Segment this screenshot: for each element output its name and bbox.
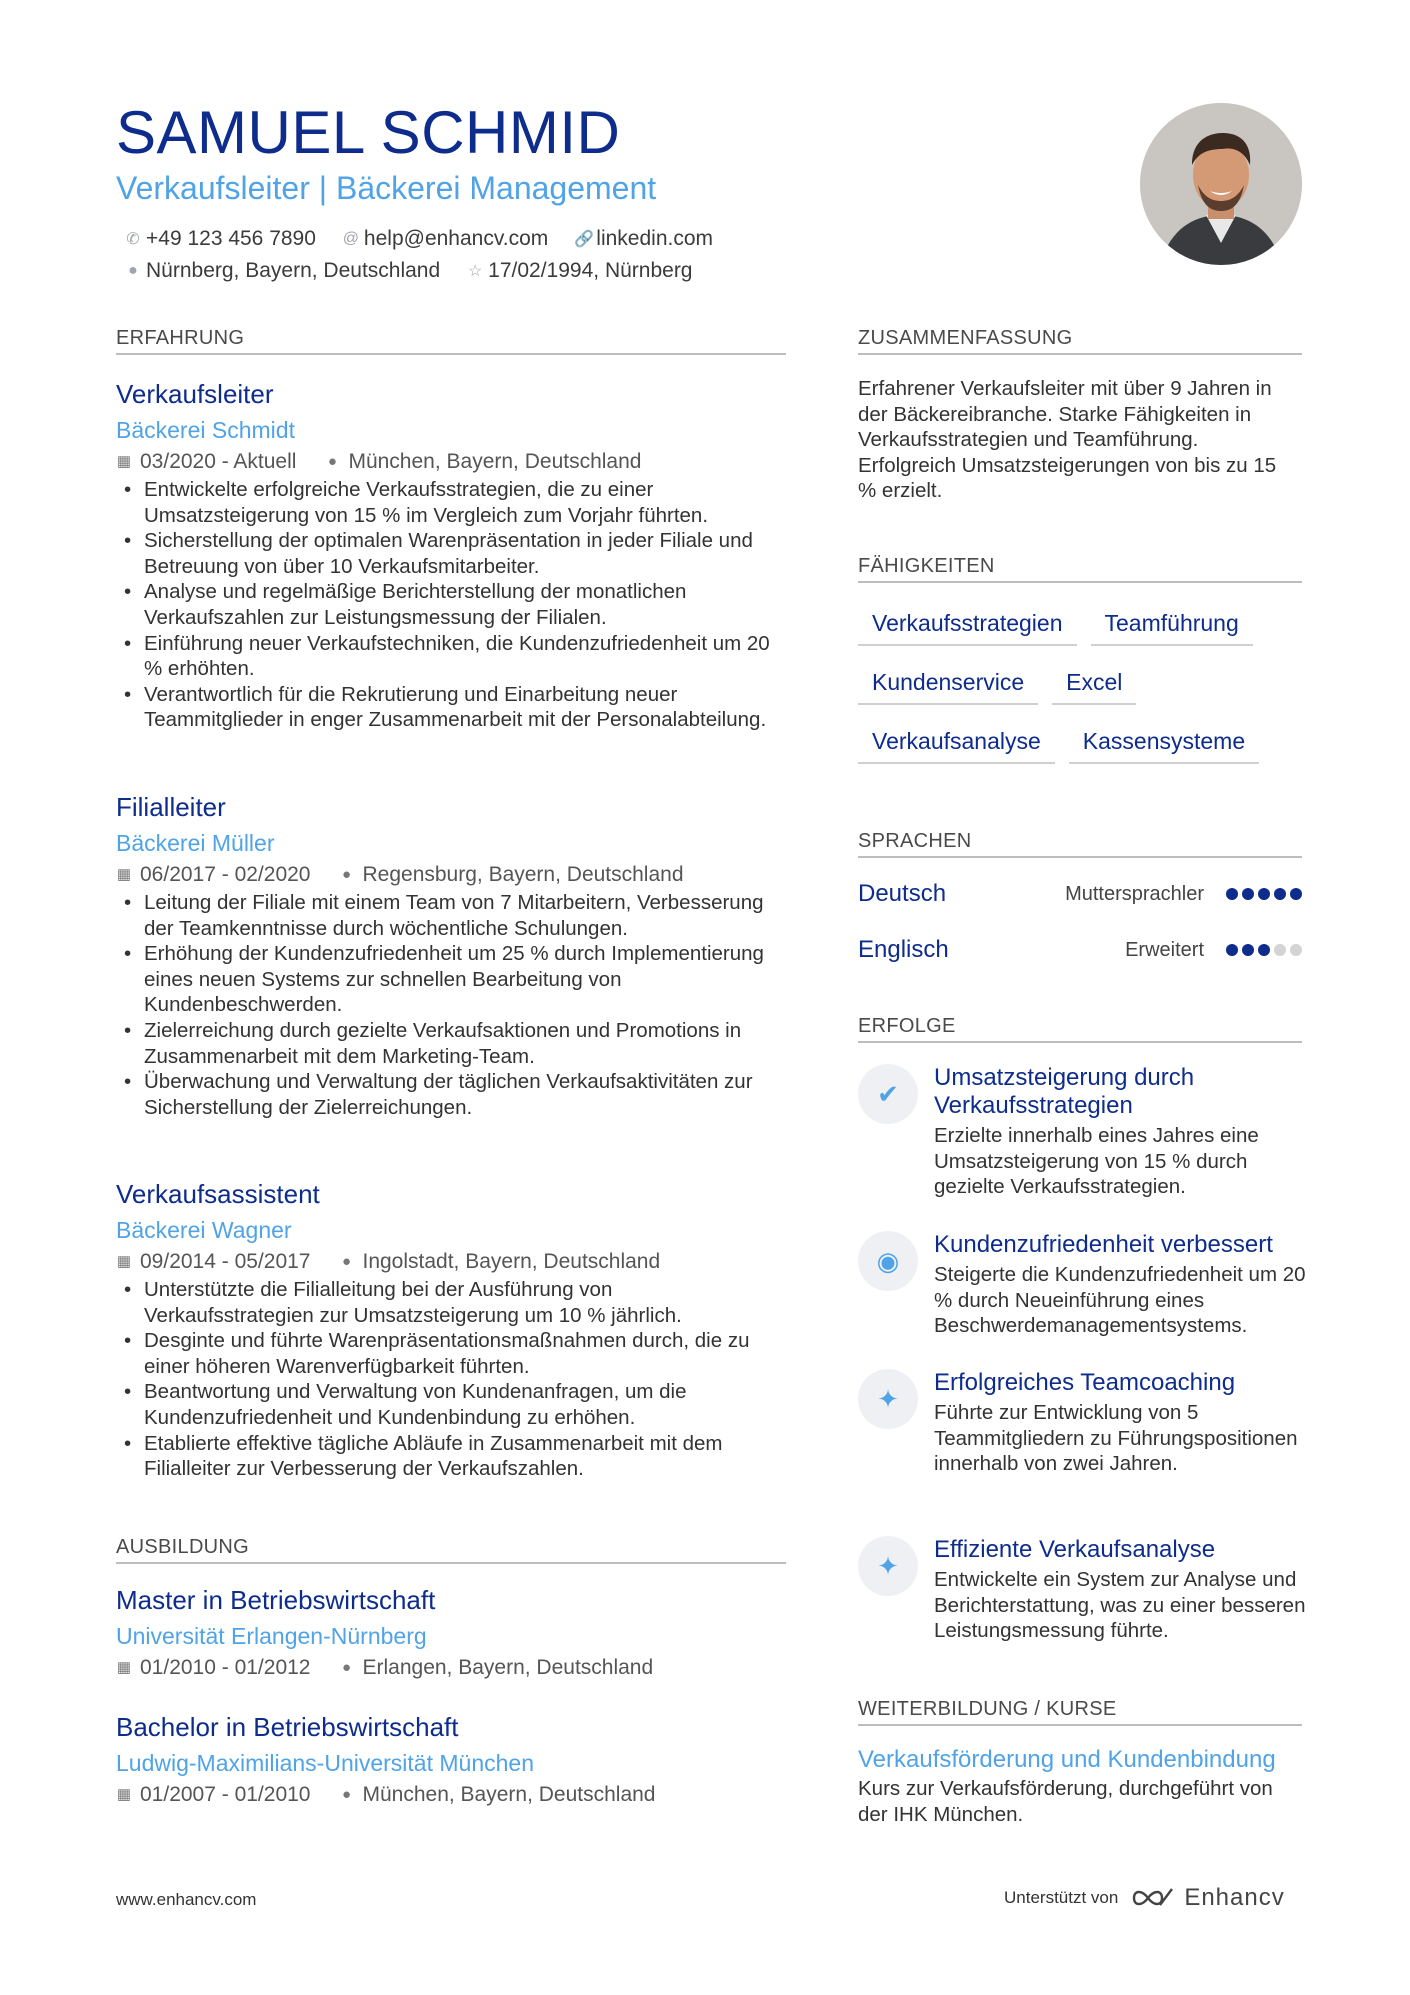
candidate-name: SAMUEL SCHMID bbox=[116, 99, 621, 166]
job-company: Bäckerei Müller bbox=[116, 830, 275, 856]
job-dates: 09/2014 - 05/2017 bbox=[140, 1250, 311, 1273]
degree-title: Master in Betriebswirtschaft bbox=[116, 1585, 436, 1615]
at-icon: @ bbox=[342, 230, 360, 247]
calendar-icon: ▦ bbox=[116, 866, 132, 883]
skill-tag: Excel bbox=[1052, 665, 1136, 705]
job-title: Verkaufsleiter bbox=[116, 379, 274, 409]
bullet-item: • Entwickelte erfolgreiche Verkaufsstrategien, die zu einer Umsatzsteigerung von 15 % im Vergleich zum Vorjahr führten. bbox=[116, 477, 786, 528]
achievement-item bbox=[858, 1536, 1308, 1646]
education-location: München, Bayern, Deutschland bbox=[362, 1783, 656, 1806]
bullet-item: • Überwachung und Verwaltung der täglichen Verkaufsaktivitäten zur Sicherstellung der Zielerreichungen. bbox=[116, 1069, 786, 1120]
degree-title: Bachelor in Betriebswirtschaft bbox=[116, 1712, 459, 1742]
link-icon: 🔗 bbox=[574, 231, 595, 248]
job-company: Bäckerei Schmidt bbox=[116, 417, 295, 443]
contact-info bbox=[124, 223, 824, 287]
job-bullets bbox=[116, 1277, 786, 1482]
linkedin-link[interactable]: linkedin.com bbox=[596, 227, 714, 250]
candidate-role: Verkaufsleiter | Bäckerei Management bbox=[116, 170, 657, 206]
achievement-title: Erfolgreiches Teamcoaching bbox=[934, 1369, 1236, 1396]
job-location: München, Bayern, Deutschland bbox=[348, 450, 642, 473]
rating-dot-empty bbox=[1290, 944, 1302, 956]
bullet-item: • Zielerreichung durch gezielte Verkaufsaktionen und Promotions in Zusammenarbeit mit dem Marketing-Team. bbox=[116, 1018, 786, 1069]
section-title-experience: ERFAHRUNG bbox=[116, 326, 786, 355]
bullet-item: • Leitung der Filiale mit einem Team von 7 Mitarbeitern, Verbesserung der Teamkenntnisse durch wöchentliche Schulungen. bbox=[116, 890, 786, 941]
powered-by-text: Unterstützt von bbox=[1004, 1888, 1119, 1907]
achievement-desc: Steigerte die Kundenzufriedenheit um 20 % durch Neueinführung eines Beschwerdemanagementsystems. bbox=[934, 1263, 1306, 1338]
rating-dot-filled bbox=[1274, 888, 1286, 900]
achievement-title: Kundenzufriedenheit verbessert bbox=[934, 1231, 1273, 1258]
achievement-desc: Entwickelte ein System zur Analyse und Berichterstattung, was zu einer besseren Leistungsmessung führte. bbox=[934, 1568, 1306, 1643]
footer-branding bbox=[1004, 1884, 1285, 1912]
lightbulb-icon: ◉ bbox=[858, 1231, 918, 1291]
language-level: Muttersprachler bbox=[1065, 882, 1204, 905]
job-entry bbox=[116, 789, 786, 1120]
achievement-desc: Führte zur Entwicklung von 5 Teammitgliedern zu Führungspositionen innerhalb von zwei Jahren. bbox=[934, 1401, 1298, 1476]
check-icon: ✔ bbox=[858, 1064, 918, 1124]
phone-text: +49 123 456 7890 bbox=[146, 227, 316, 250]
job-entry bbox=[116, 1176, 786, 1482]
bullet-item: • Erhöhung der Kundenzufriedenheit um 25 % durch Implementierung eines neuen Systems zur schnellen Bearbeitung von Kundenbeschwerden. bbox=[116, 941, 786, 1018]
rating-dot-filled bbox=[1242, 944, 1254, 956]
achievement-desc: Erzielte innerhalb eines Jahres eine Umsatzsteigerung von 15 % durch gezielte Verkaufsstrategien. bbox=[934, 1124, 1259, 1199]
rating-dot-filled bbox=[1226, 888, 1238, 900]
achievement-title: Umsatzsteigerung durch Verkaufsstrategien bbox=[934, 1064, 1195, 1119]
job-company: Bäckerei Wagner bbox=[116, 1217, 292, 1243]
bullet-item: • Sicherstellung der optimalen Warenpräsentation in jeder Filiale und Betreuung von über 10 Verkaufsmitarbeiter. bbox=[116, 528, 786, 579]
school-name: Ludwig-Maximilians-Universität München bbox=[116, 1750, 534, 1776]
summary-text: Erfahrener Verkaufsleiter mit über 9 Jahren in der Bäckereibranche. Starke Fähigkeiten in Verkaufsstrategien und Teamführung. Erfolgreich Umsatzsteigerungen von bis zu 15 % erzielt. bbox=[858, 377, 1277, 503]
calendar-icon: ▦ bbox=[116, 1786, 132, 1803]
location-pin-icon: ● bbox=[341, 866, 352, 883]
calendar-icon: ▦ bbox=[116, 1659, 132, 1676]
birth-text: 17/02/1994, Nürnberg bbox=[488, 259, 693, 282]
school-name: Universität Erlangen-Nürnberg bbox=[116, 1623, 427, 1649]
calendar-icon: ▦ bbox=[116, 1253, 132, 1270]
job-bullets bbox=[116, 890, 786, 1120]
magic-wand-icon: ✦ bbox=[858, 1536, 918, 1596]
bullet-item: • Einführung neuer Verkaufstechniken, die Kundenzufriedenheit um 20 % erhöhten. bbox=[116, 631, 786, 682]
education-location: Erlangen, Bayern, Deutschland bbox=[362, 1656, 654, 1679]
location-pin-icon: ● bbox=[341, 1253, 352, 1270]
achievement-item bbox=[858, 1369, 1308, 1509]
achievement-item bbox=[858, 1064, 1308, 1204]
job-location: Regensburg, Bayern, Deutschland bbox=[362, 863, 684, 886]
bullet-item: • Analyse und regelmäßige Berichterstellung der monatlichen Verkaufszahlen zur Leistungsmessung der Filialen. bbox=[116, 579, 786, 630]
education-dates: 01/2007 - 01/2010 bbox=[140, 1783, 311, 1806]
rating-dot-empty bbox=[1274, 944, 1286, 956]
magic-wand-icon: ✦ bbox=[858, 1369, 918, 1429]
location-pin-icon: ● bbox=[341, 1786, 352, 1803]
bullet-item: • Verantwortlich für die Rekrutierung und Einarbeitung neuer Teammitglieder in enger Zusammenarbeit mit der Personalabteilung. bbox=[116, 682, 786, 733]
enhancv-logo-icon bbox=[1130, 1885, 1176, 1911]
achievement-item bbox=[858, 1231, 1308, 1341]
education-dates: 01/2010 - 01/2012 bbox=[140, 1656, 311, 1679]
footer-website[interactable]: www.enhancv.com bbox=[116, 1890, 257, 1909]
language-rating bbox=[1222, 944, 1302, 956]
skill-tag: Kundenservice bbox=[858, 665, 1038, 705]
rating-dot-filled bbox=[1258, 888, 1270, 900]
job-bullets bbox=[116, 477, 786, 733]
job-entry bbox=[116, 376, 786, 733]
skill-tag: Teamführung bbox=[1091, 606, 1253, 646]
rating-dot-filled bbox=[1242, 888, 1254, 900]
section-title-courses: WEITERBILDUNG / KURSE bbox=[858, 1697, 1302, 1726]
education-entry bbox=[116, 1582, 786, 1683]
bullet-item: • Etablierte effektive tägliche Abläufe in Zusammenarbeit mit dem Filialleiter zur Verbesserung der Verkaufszahlen. bbox=[116, 1431, 786, 1482]
bullet-item: • Unterstützte die Filialleitung bei der Ausführung von Verkaufsstrategien zur Umsatzsteigerung um 10 % jährlich. bbox=[116, 1277, 786, 1328]
rating-dot-filled bbox=[1290, 888, 1302, 900]
location-pin-icon: ● bbox=[128, 262, 138, 279]
location-pin-icon: ● bbox=[341, 1659, 352, 1676]
job-location: Ingolstadt, Bayern, Deutschland bbox=[362, 1250, 661, 1273]
language-row bbox=[858, 878, 1302, 910]
job-dates: 06/2017 - 02/2020 bbox=[140, 863, 311, 886]
job-title: Verkaufsassistent bbox=[116, 1179, 320, 1209]
job-dates: 03/2020 - Aktuell bbox=[140, 450, 297, 473]
skill-tag: Verkaufsstrategien bbox=[858, 606, 1077, 646]
section-title-summary: ZUSAMMENFASSUNG bbox=[858, 326, 1302, 355]
language-name: Deutsch bbox=[858, 880, 947, 907]
skills-list bbox=[858, 606, 1303, 783]
course-item bbox=[858, 1745, 1302, 1827]
profile-photo bbox=[1140, 103, 1302, 265]
job-title: Filialleiter bbox=[116, 792, 226, 822]
location-text: Nürnberg, Bayern, Deutschland bbox=[146, 259, 441, 282]
phone-icon: ✆ bbox=[126, 231, 140, 248]
location-pin-icon: ● bbox=[327, 453, 337, 470]
language-row bbox=[858, 934, 1302, 966]
section-title-skills: FÄHIGKEITEN bbox=[858, 554, 1302, 583]
education-entry bbox=[116, 1709, 786, 1810]
course-title: Verkaufsförderung und Kundenbindung bbox=[858, 1746, 1276, 1773]
section-title-achievements: ERFOLGE bbox=[858, 1014, 1302, 1043]
section-title-languages: SPRACHEN bbox=[858, 829, 1302, 858]
bullet-item: • Desginte und führte Warenpräsentationsmaßnahmen durch, die zu einer höheren Warenverfügbarkeit führten. bbox=[116, 1328, 786, 1379]
achievement-title: Effiziente Verkaufsanalyse bbox=[934, 1536, 1216, 1563]
rating-dot-filled bbox=[1258, 944, 1270, 956]
skill-tag: Verkaufsanalyse bbox=[858, 724, 1055, 764]
brand-name: Enhancv bbox=[1184, 1884, 1285, 1911]
language-rating bbox=[1222, 888, 1302, 900]
language-name: Englisch bbox=[858, 936, 949, 963]
language-level: Erweitert bbox=[1125, 938, 1204, 961]
course-desc: Kurs zur Verkaufsförderung, durchgeführt von der IHK München. bbox=[858, 1777, 1273, 1826]
email-link[interactable]: help@enhancv.com bbox=[363, 227, 549, 250]
rating-dot-filled bbox=[1226, 944, 1238, 956]
calendar-icon: ▦ bbox=[116, 453, 132, 470]
bullet-item: • Beantwortung und Verwaltung von Kundenanfragen, um die Kundenzufriedenheit und Kundenbindung zu erhöhen. bbox=[116, 1379, 786, 1430]
star-icon: ☆ bbox=[468, 263, 483, 280]
section-title-education: AUSBILDUNG bbox=[116, 1535, 786, 1564]
skill-tag: Kassensysteme bbox=[1069, 724, 1259, 764]
